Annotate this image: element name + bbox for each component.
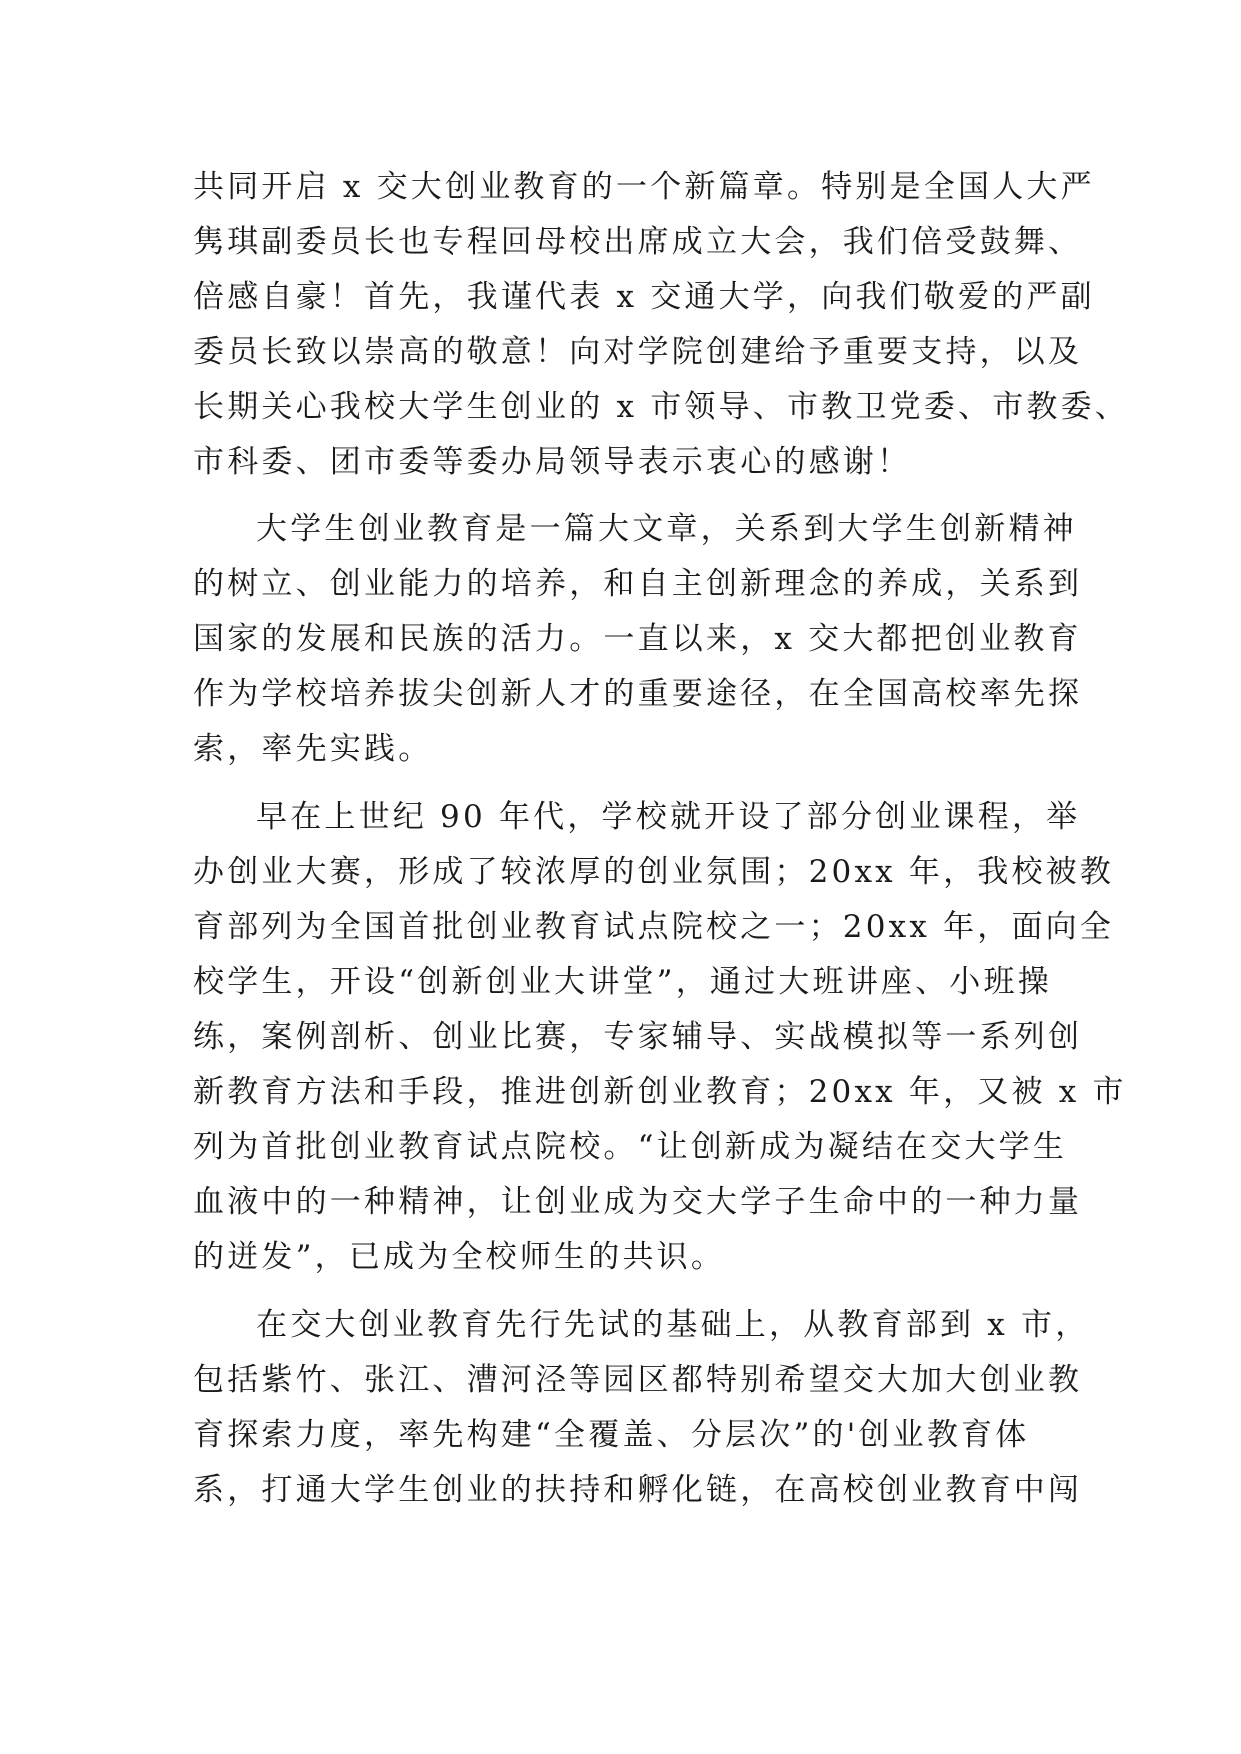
- text-line: 委员长致以崇高的敬意！向对学院创建给予重要支持，以及: [193, 334, 1083, 370]
- text-line: 育部列为全国首批创业教育试点院校之一；20xx 年，面向全: [193, 909, 1115, 945]
- text-line: 隽琪副委员长也专程回母校出席成立大会，我们倍受鼓舞、: [193, 224, 1083, 260]
- text-line: 早在上世纪 90 年代，学校就开设了部分创业课程，举: [256, 799, 1081, 835]
- text-line: 国家的发展和民族的活力。一直以来，x 交大都把创业教育: [193, 621, 1082, 657]
- text-line: 育探索力度，率先构建“全覆盖、分层次”的'创业教育体: [193, 1417, 1030, 1453]
- text-line: 长期关心我校大学生创业的 x 市领导、市教卫党委、市教委、: [193, 389, 1129, 425]
- text-line: 作为学校培养拔尖创新人才的重要途径，在全国高校率先探: [193, 676, 1083, 712]
- text-line: 的树立、创业能力的培养，和自主创新理念的养成，关系到: [193, 566, 1083, 602]
- text-line: 倍感自豪！首先，我谨代表 x 交通大学，向我们敬爱的严副: [193, 279, 1095, 315]
- text-line: 在交大创业教育先行先试的基础上，从教育部到 x 市，: [256, 1307, 1090, 1343]
- text-line: 血液中的一种精神，让创业成为交大学子生命中的一种力量: [193, 1184, 1083, 1220]
- text-line: 大学生创业教育是一篇大文章，关系到大学生创新精神: [256, 511, 1077, 547]
- text-line: 索，率先实践。: [193, 731, 433, 767]
- text-line: 市科委、团市委等委办局领导表示衷心的感谢！: [193, 444, 912, 480]
- text-line: 系，打通大学生创业的扶持和孵化链，在高校创业教育中闯: [193, 1472, 1083, 1508]
- text-line: 校学生，开设“创新创业大讲堂”，通过大班讲座、小班操: [193, 964, 1052, 1000]
- text-line: 办创业大赛，形成了较浓厚的创业氛围；20xx 年，我校被教: [193, 854, 1115, 890]
- text-line: 包括紫竹、张江、漕河泾等园区都特别希望交大加大创业教: [193, 1362, 1083, 1398]
- text-line: 练，案例剖析、创业比赛，专家辅导、实战模拟等一系列创: [193, 1019, 1083, 1055]
- text-line: 共同开启 x 交大创业教育的一个新篇章。特别是全国人大严: [193, 169, 1095, 205]
- text-line: 列为首批创业教育试点院校。“让创新成为凝结在交大学生: [193, 1129, 1068, 1165]
- text-line: 的迸发”，已成为全校师生的共识。: [193, 1239, 726, 1275]
- text-line: 新教育方法和手段，推进创新创业教育；20xx 年，又被 x 市: [193, 1074, 1127, 1110]
